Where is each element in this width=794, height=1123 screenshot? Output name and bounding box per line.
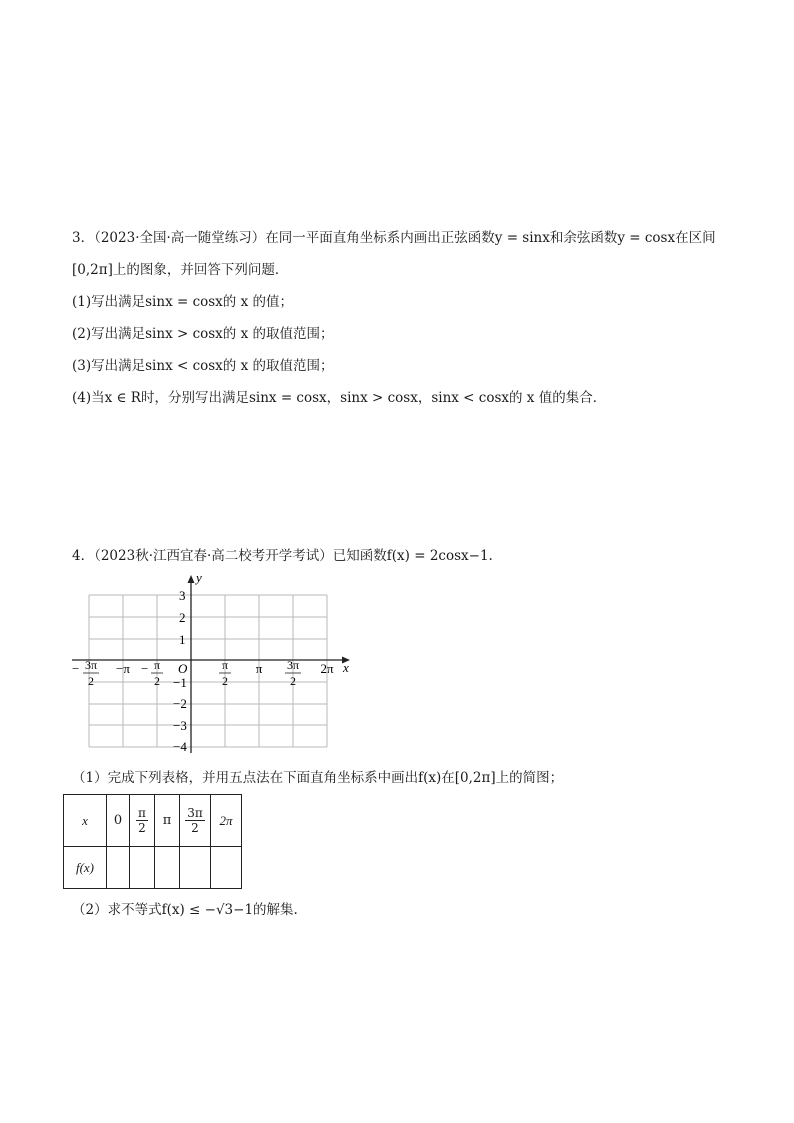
- q3-part3: (3)写出满足sinx < cosx的 x 的取值范围；: [72, 358, 334, 374]
- svg-text:3π: 3π: [286, 658, 300, 672]
- q3-part1: (1)写出满足sinx = cosx的 x 的值；: [72, 294, 293, 310]
- svg-text:2: 2: [222, 674, 228, 688]
- y-tick-label: −4: [173, 739, 187, 754]
- table-cell: [155, 847, 180, 889]
- x-tick-label: −π: [116, 661, 130, 676]
- svg-text:2: 2: [154, 674, 160, 688]
- table-cell: 2π: [211, 795, 242, 847]
- table-cell: [107, 847, 130, 889]
- x-axis-label: x: [343, 660, 349, 675]
- y-tick-label: 2: [179, 610, 186, 625]
- svg-text:3π: 3π: [84, 658, 98, 672]
- y-tick-label: 3: [179, 588, 186, 603]
- table-row: [64, 847, 242, 889]
- y-axis-label: y: [196, 570, 202, 585]
- table-header-fx: f(x): [64, 847, 107, 889]
- q4-part2: （2）求不等式f(x) ≤ −√3−1的解集.: [72, 902, 298, 918]
- q4-stem: 4．（2023秋·江西宜春·高二校考开学考试）已知函数f(x) = 2cosx−1.: [72, 548, 493, 564]
- table-cell: π: [155, 795, 180, 847]
- table-cell: [211, 847, 242, 889]
- x-tick-label: [141, 658, 163, 688]
- y-axis-arrow-icon: [188, 575, 195, 583]
- y-tick-label: 1: [179, 632, 186, 647]
- svg-text:2: 2: [290, 674, 296, 688]
- q3-part4: (4)当x ∈ R时，分别写出满足sinx = cosx，sinx > cosx，sinx < cosx的 x 值的集合．: [72, 390, 607, 406]
- y-tick-label: −2: [173, 696, 187, 711]
- x-tick-label: π: [255, 661, 263, 676]
- x-tick-label: [219, 658, 231, 688]
- table-cell: [130, 847, 155, 889]
- x-tick-label: [72, 658, 99, 688]
- table-cell: $\frac{\pi}{2}$: [130, 795, 155, 847]
- q3-stem-line2: [0,2π]上的图象，并回答下列问题．: [72, 262, 289, 278]
- svg-text:−: −: [141, 661, 149, 676]
- y-tick-label: −1: [173, 675, 187, 690]
- table-cell: 0: [107, 795, 130, 847]
- svg-text:2: 2: [88, 674, 94, 688]
- svg-text:−: −: [72, 661, 80, 676]
- x-tick-label: 2π: [320, 661, 334, 676]
- table-cell: [180, 847, 211, 889]
- svg-text:π: π: [153, 658, 161, 672]
- q4-part1: （1）完成下列表格，并用五点法在下面直角坐标系中画出f(x)在[0,2π]上的简图；: [72, 770, 564, 786]
- table-header-x: x: [64, 795, 107, 847]
- y-tick-label: −3: [173, 718, 187, 733]
- table-cell: $\frac{3\pi}{2}$: [180, 795, 211, 847]
- value-table: [63, 794, 242, 889]
- origin-label: O: [178, 661, 188, 676]
- q3-stem-line1: 3．（2023·全国·高一随堂练习）在同一平面直角坐标系内画出正弦函数y = sinx和余弦函数y = cosx在区间: [72, 230, 716, 246]
- coordinate-grid: [62, 570, 362, 760]
- svg-text:π: π: [221, 658, 229, 672]
- x-tick-label: [285, 658, 301, 688]
- q3-part2: (2)写出满足sinx > cosx的 x 的取值范围；: [72, 326, 334, 342]
- table-row: [64, 795, 242, 847]
